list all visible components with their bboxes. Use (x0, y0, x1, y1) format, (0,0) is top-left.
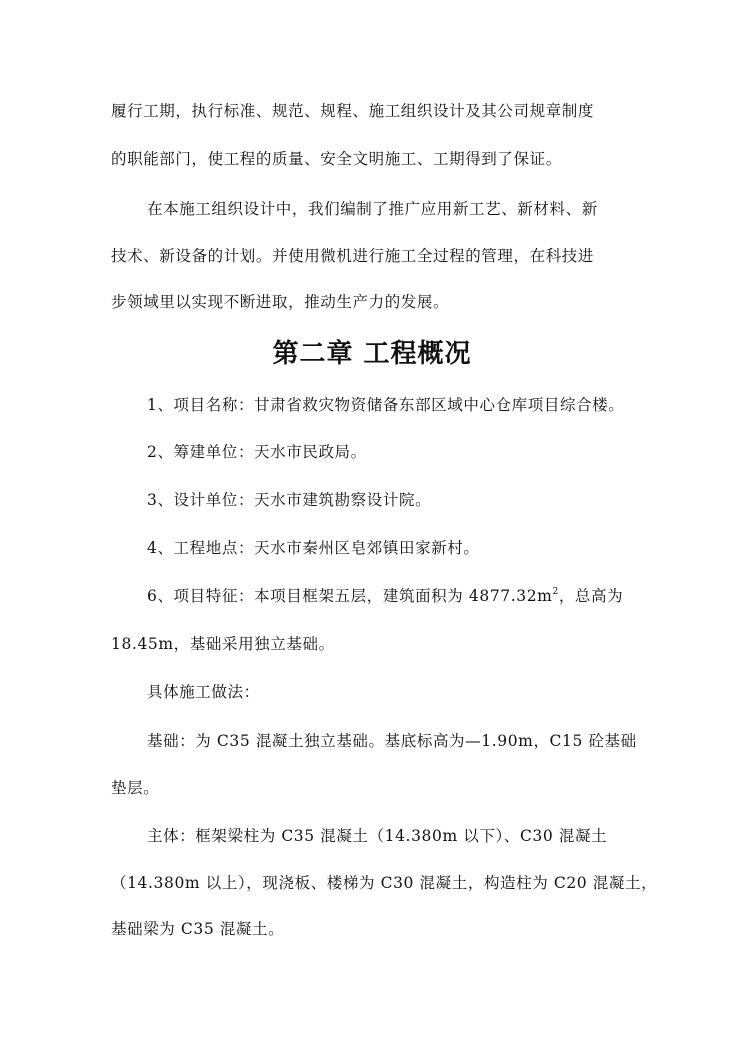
paragraph-2-line-1: 在本施工组织设计中，我们编制了推广应用新工艺、新材料、新 (147, 200, 598, 218)
item-project-name: 1、项目名称：甘肃省救灾物资储备东部区域中心仓库项目综合楼。 (147, 396, 625, 414)
item-design-unit: 3、设计单位：天水市建筑勘察设计院。 (147, 491, 432, 509)
main-structure-line-3: 基础梁为 C35 混凝土。 (111, 920, 285, 938)
main-structure-line-2: （14.380m 以上），现浇板、楼梯为 C30 混凝土，构造柱为 C20 混凝土， (111, 874, 658, 892)
foundation-line-1: 基础：为 C35 混凝土独立基础。基底标高为—1.90m，C15 砼基础 (147, 732, 637, 750)
chapter-title: 第二章 工程概况 (272, 339, 472, 369)
foundation-line-2: 垫层。 (111, 779, 160, 797)
paragraph-2-line-3: 步领域里以实现不断进取，推动生产力的发展。 (111, 293, 450, 311)
methods-heading: 具体施工做法： (147, 683, 260, 701)
main-structure-line-1: 主体：框架梁柱为 C35 混凝土（14.380m 以下）、C30 混凝土 (147, 827, 608, 845)
features-text-suffix: ，总高为 (558, 587, 624, 605)
paragraph-1-line-2: 的职能部门，使工程的质量、安全文明施工、工期得到了保证。 (111, 150, 562, 168)
item-project-features-line-2: 18.45m，基础采用独立基础。 (111, 635, 335, 653)
features-text-prefix: 6、项目特征：本项目框架五层，建筑面积为 4877.32m (147, 587, 553, 605)
paragraph-1-line-1: 履行工期，执行标准、规范、规程、施工组织设计及其公司规章制度 (111, 102, 595, 120)
item-construction-unit: 2、筹建单位：天水市民政局。 (147, 443, 367, 461)
item-project-location: 4、工程地点：天水市秦州区皂郊镇田家新村。 (147, 539, 480, 557)
item-project-features-line-1 (147, 586, 677, 606)
paragraph-2-line-2: 技术、新设备的计划。并使用微机进行施工全过程的管理，在科技进 (111, 247, 595, 265)
area-unit-superscript: 2 (552, 587, 559, 597)
